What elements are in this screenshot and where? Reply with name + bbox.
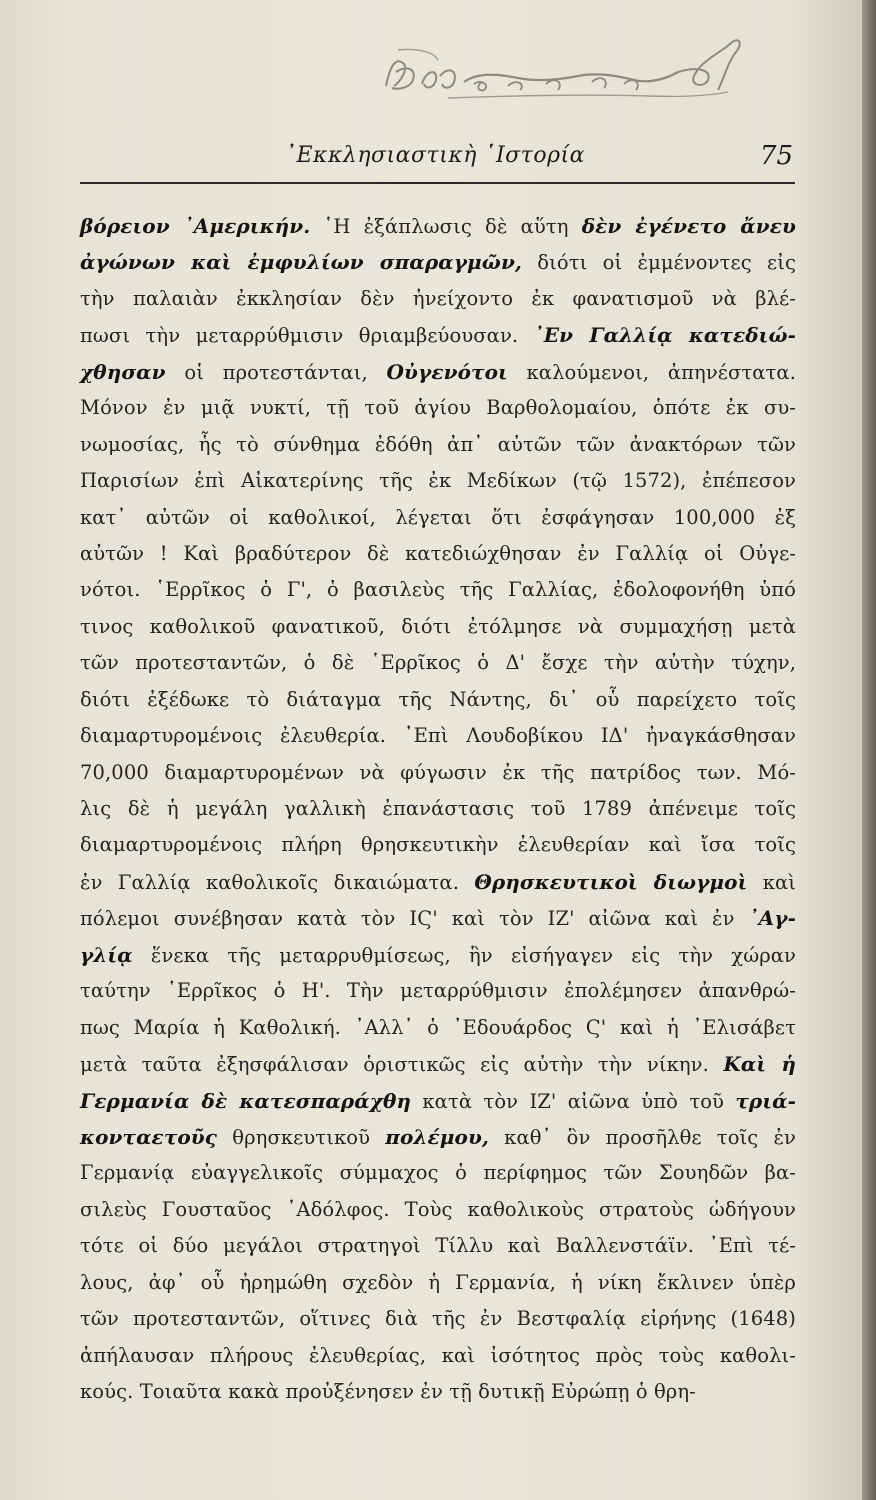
- emphasized-text: ἀγώνων καὶ ἐμφυλίων σπαραγμῶν,: [80, 250, 522, 275]
- text-run: νότοι. ῾Ερρῖκος ὁ Γ', ὁ βασιλεὺς τῆς Γαλλίας, ἐδολοφονήθη ὑπό: [80, 578, 796, 602]
- text-line: [80, 427, 796, 463]
- emphasized-text: Καὶ ἡ: [723, 1052, 796, 1077]
- text-run: λις δὲ ἡ μεγάλη γαλλικὴ ἐπανάστασις τοῦ 1789 ἀπένειμε τοῖς: [80, 797, 796, 820]
- text-line: [80, 536, 796, 572]
- text-run: οἱ προτεστάνται,: [165, 360, 387, 384]
- text-line: [80, 1265, 796, 1301]
- emphasized-text: βόρειον ᾿Αμερικήν.: [80, 214, 311, 238]
- text-run: νωμοσίας, ἧς τὸ σύνθημα ἐδόθη ἀπ᾿ αὐτῶν τῶν ἀνακτόρων τῶν: [80, 432, 796, 456]
- emphasized-text: ᾿Εν Γαλλίᾳ κατεδιώ-: [533, 323, 796, 348]
- body-text: [80, 208, 796, 1410]
- text-run: τῶν προτεσταντῶν, οἵτινες διὰ τῆς ἐν Βεστφαλίᾳ εἰρήνης (1648): [80, 1307, 796, 1331]
- text-run: τὴν παλαιὰν ἐκκλησίαν δὲν ἠνείχοντο ἐκ φανατισμοῦ νὰ βλέ-: [80, 286, 796, 310]
- text-run: μετὰ ταῦτα ἐξησφάλισαν ὁριστικῶς εἰς αὐτὴν τὴν νίκην.: [80, 1053, 724, 1077]
- text-run: ταύτην ῾Ερρῖκος ὁ Η'. Τὴν μεταρρύθμισιν ἐπολέμησεν ἀπανθρώ-: [80, 979, 796, 1003]
- text-run: τῶν προτεσταντῶν, ὁ δὲ ῾Ερρῖκος ὁ Δ' ἔσχε τὴν αὐτὴν τύχην,: [80, 651, 796, 675]
- text-line: [80, 755, 796, 791]
- text-run: ἕνεκα τῆς μεταρρυθμίσεως, ἣν εἰσήγαγεν εἰς τὴν χώραν: [132, 943, 796, 967]
- text-line: [80, 244, 796, 280]
- text-run: ἀπήλαυσαν πλήρους ἐλευθερίας, καὶ ἰσότητος πρὸς τοὺς καθολι-: [80, 1343, 796, 1367]
- emphasized-text: Θρησκευτικοὶ διωγμοὶ: [474, 869, 748, 894]
- text-line: [80, 609, 796, 645]
- text-run: τινος καθολικοῦ φανατικοῦ, διότι ἐτόλμησε νὰ συμμαχήσῃ μετὰ: [80, 614, 796, 638]
- text-line: [80, 1228, 796, 1264]
- text-line: [80, 317, 796, 353]
- text-run: Μόνον ἐν μιᾷ νυκτί, τῇ τοῦ ἁγίου Βαρθολομαίου, ὁπότε ἐκ συ-: [80, 396, 796, 420]
- text-run: Παρισίων ἐπὶ Αἰκατερίνης τῆς ἐκ Μεδίκων (τῷ 1572), ἐπέπεσον: [80, 469, 796, 493]
- text-run: διότι οἱ ἐμμένοντες εἰς: [521, 251, 796, 275]
- text-run: καθ᾿ ὃν προσῆλθε τοῖς ἐν: [489, 1125, 797, 1149]
- text-run: διότι ἐξέδωκε τὸ διάταγμα τῆς Νάντης, δι᾿ οὗ παρείχετο τοῖς: [80, 687, 796, 711]
- emphasized-text: πολέμου,: [385, 1124, 489, 1149]
- text-line: [80, 1192, 796, 1228]
- text-run: διαμαρτυρομένοις πλήρη θρησκευτικὴν ἐλευθερίαν καὶ ἴσα τοῖς: [80, 833, 796, 857]
- text-line: [80, 1083, 796, 1119]
- emphasized-text: Γερμανία δὲ κατεσπαράχθη: [80, 1088, 412, 1113]
- text-run: κατ᾿ αὐτῶν οἱ καθολικοί, λέγεται ὅτι ἐσφάγησαν 100,000 ἐξ: [80, 505, 796, 529]
- text-run: θρησκευτικοῦ: [217, 1125, 386, 1149]
- text-run: πωσι τὴν μεταρρύθμισιν θριαμβεύουσαν.: [80, 324, 534, 348]
- text-line: [80, 900, 796, 936]
- text-line: [80, 937, 796, 973]
- text-line: [80, 281, 796, 317]
- text-run: κατὰ τὸν ΙΖ' αἰῶνα ὑπὸ τοῦ: [411, 1089, 736, 1113]
- emphasized-text: τριά-: [735, 1088, 796, 1113]
- text-line: [80, 208, 796, 244]
- text-line: [80, 1338, 796, 1374]
- emphasized-text: Οὐγενότοι: [386, 359, 508, 384]
- text-line: [80, 1155, 796, 1191]
- text-run: ῾Η ἐξάπλωσις δὲ αὕτη: [310, 215, 582, 238]
- text-run: λους, ἀφ᾿ οὗ ἠρημώθη σχεδὸν ἡ Γερμανία, ἡ νίκη ἔκλινεν ὑπὲρ: [80, 1270, 796, 1294]
- running-head: [80, 143, 795, 179]
- text-run: τότε οἱ δύο μεγάλοι στρατηγοὶ Τίλλυ καὶ Βαλλενστάϊν. ᾿Επὶ τέ-: [80, 1234, 796, 1258]
- emphasized-text: ᾿Αγ-: [748, 906, 796, 931]
- text-line: [80, 645, 796, 681]
- text-line: [80, 682, 796, 718]
- header-rule: [80, 182, 795, 184]
- text-run: διαμαρτυρομένοις ἐλευθερία. ᾿Επὶ Λουδοβίκου ΙΔ' ἠναγκάσθησαν: [80, 724, 796, 748]
- running-title: ᾿Εκκλησιαστικὴ ῾Ιστορία: [285, 143, 585, 168]
- text-line: [80, 572, 796, 608]
- text-line: [80, 500, 796, 536]
- text-run: καὶ: [747, 870, 797, 894]
- text-line: [80, 1301, 796, 1337]
- text-line: [80, 718, 796, 754]
- text-run: Γερμανίᾳ εὐαγγελικοῖς σύμμαχος ὁ περίφημος τῶν Σουηδῶν βα-: [80, 1161, 796, 1185]
- emphasized-text: δὲν ἐγένετο ἄνευ: [581, 214, 797, 238]
- text-run: πόλεμοι συνέβησαν κατὰ τὸν ΙϚ' καὶ τὸν ΙΖ' αἰῶνα καὶ ἐν: [80, 907, 749, 931]
- text-run: ἐν Γαλλίᾳ καθολικοῖς δικαιώματα.: [80, 870, 475, 894]
- handwritten-signature: [378, 26, 758, 118]
- text-run: αὐτῶν ! Καὶ βραδύτερον δὲ κατεδιώχθησαν ἐν Γαλλίᾳ οἱ Οὐγε-: [80, 541, 796, 565]
- text-line: [80, 463, 796, 499]
- text-line: [80, 791, 796, 827]
- text-line: [80, 864, 796, 900]
- page-edge-shadow: [862, 0, 876, 1500]
- text-line: [80, 1119, 796, 1155]
- emphasized-text: κονταετοῦς: [80, 1124, 218, 1149]
- text-line: [80, 1010, 796, 1046]
- text-run: καλούμενοι, ἀπηνέστατα.: [507, 360, 796, 384]
- text-run: 70,000 διαμαρτυρομένων νὰ φύγωσιν ἐκ τῆς πατρίδος των. Μό-: [80, 760, 796, 784]
- text-run: πως Μαρία ἡ Καθολική. ᾿Αλλ᾿ ὁ ᾿Εδουάρδος Ϛ' καὶ ἡ ᾿Ελισάβετ: [80, 1015, 796, 1039]
- text-line: [80, 827, 796, 863]
- text-line: [80, 973, 796, 1009]
- text-run: κούς. Τοιαῦτα κακὰ προὐξένησεν ἐν τῇ δυτικῇ Εὐρώπῃ ὁ θρη-: [80, 1380, 696, 1403]
- text-run: σιλεὺς Γουσταῦος ᾿Αδόλφος. Τοὺς καθολικοὺς στρατοὺς ὡδήγουν: [80, 1197, 796, 1221]
- page-number: 75: [759, 141, 793, 171]
- text-line: [80, 1374, 796, 1410]
- text-line: [80, 390, 796, 426]
- text-line: [80, 354, 796, 390]
- text-line: [80, 1046, 796, 1082]
- emphasized-text: γλίᾳ: [80, 942, 133, 967]
- emphasized-text: χθησαν: [80, 359, 166, 384]
